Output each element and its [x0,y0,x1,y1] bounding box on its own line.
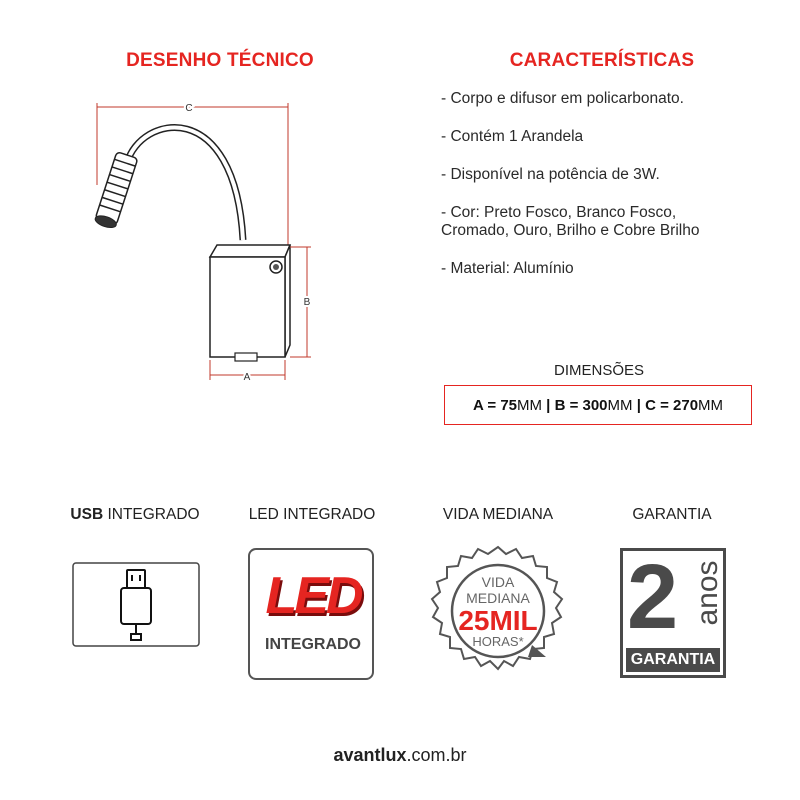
led-logo: LED [265,567,361,625]
features-list [441,90,791,298]
dim-unit: MM [698,396,724,414]
footer-domain: .com.br [406,745,467,765]
dim-b-value: B = 300 [554,396,608,414]
led-label: LED INTEGRADO [248,506,376,523]
usb-badge [72,562,200,647]
led-integrado-text: INTEGRADO [265,636,361,653]
usb-label: USB INTEGRADO [70,506,200,523]
seal-hours-value: 25MIL [458,605,538,636]
dim-unit: MM [607,396,633,414]
dimensions-box [444,385,752,425]
vida-label: VIDA MEDIANA [442,506,554,523]
dim-a-label: A [243,372,251,383]
footer-brand: avantlux [333,745,407,765]
dim-b-label: B [303,297,311,308]
lifespan-seal [428,545,568,685]
dim-c-value: C = 270 [645,396,699,414]
feature-item: - Disponível na potência de 3W. [441,166,660,183]
warranty-badge [620,548,726,678]
warranty-band: GARANTIA [626,648,720,672]
feature-item: - Cor: Preto Fosco, Branco Fosco, [441,204,677,221]
warranty-number: 2 [627,546,679,648]
dim-c-label: C [185,103,193,114]
technical-drawing [85,95,335,395]
feature-item: - Material: Alumínio [441,260,574,277]
dimensions-title: DIMENSÕES [553,362,644,379]
drawing-heading: DESENHO TÉCNICO [126,50,314,71]
dim-sep: | [632,396,646,414]
seal-horas: HORAS* [472,634,524,649]
seal-mediana: MEDIANA [466,590,530,606]
dim-sep: | [542,396,555,414]
warranty-word: anos [691,560,724,626]
feature-item: - Contém 1 Arandela [441,128,584,145]
garantia-label: GARANTIA [632,506,712,523]
led-badge [248,548,374,680]
footer-url[interactable] [0,745,800,766]
feature-item: Cromado, Ouro, Brilho e Cobre Brilho [441,222,700,239]
dim-a-value: A = 75 [472,396,518,414]
feature-item: - Corpo e difusor em policarbonato. [441,90,684,107]
dim-unit: MM [517,396,543,414]
seal-vida: VIDA [481,574,515,590]
features-heading: CARACTERÍSTICAS [509,50,695,71]
